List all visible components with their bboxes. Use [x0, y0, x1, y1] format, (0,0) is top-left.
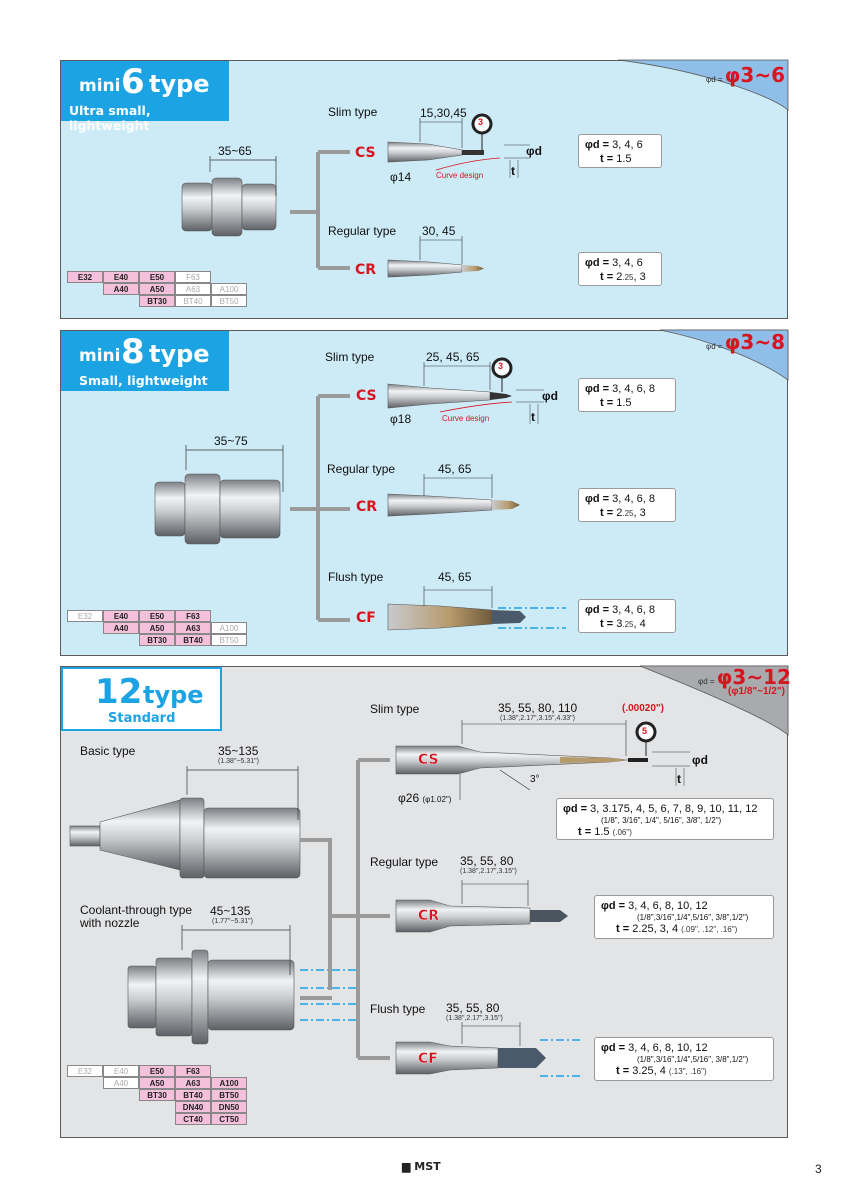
- compat-cell-ct50: CT50: [211, 1113, 247, 1125]
- mini8-cs-spec: φd = 3, 4, 6, 8 t = 1.5: [578, 378, 676, 412]
- mini8-cs-code: CS: [356, 388, 377, 404]
- t12-cf-length: 35, 55, 80: [446, 1001, 500, 1015]
- mini8-subtitle: Small, lightweight: [79, 373, 208, 388]
- mini6-phi-range: φd = φ3~6: [706, 63, 785, 87]
- compat-cell-a50: A50: [139, 622, 175, 634]
- mini8-cs-phi-shank: φ18: [390, 412, 412, 426]
- mini6-cs-length: 15,30,45: [420, 106, 467, 120]
- mini8-cf-spec: φd = 3, 4, 6, 8 t = 3.25, 4: [578, 599, 676, 633]
- mini6-cs-code: CS: [355, 145, 376, 161]
- t12-cs-runout-note: (.00020"): [622, 703, 664, 714]
- t12-num: 12: [95, 672, 143, 712]
- compat-cell-bt30: BT30: [139, 295, 175, 307]
- compat-cell-dn50: DN50: [211, 1101, 247, 1113]
- compat-cell-a50: A50: [139, 1077, 175, 1089]
- compat-cell-a40: A40: [103, 1077, 139, 1089]
- compat-cell-a100: A100: [211, 283, 247, 295]
- t12-cs-code: CS: [418, 752, 439, 768]
- mini6-cr-length: 30, 45: [422, 224, 456, 238]
- t12-cs-angle: 3°: [530, 774, 540, 785]
- mini8-num: 8: [121, 332, 145, 372]
- compat-cell-a63: A63: [175, 622, 211, 634]
- compat-cell-a63: A63: [175, 1077, 211, 1089]
- mini6-cs-t: t: [511, 164, 515, 178]
- compat-cell-a50: A50: [139, 283, 175, 295]
- t12-coolant-dim-inch: (1.77"~5.31"): [212, 918, 253, 925]
- t12-coolant-label-1: Coolant-through type: [80, 903, 193, 917]
- t12-cr-label: Regular type: [370, 855, 439, 869]
- t12-cr-code: CR: [418, 908, 440, 924]
- mini8-cr-length: 45, 65: [438, 462, 472, 476]
- mini8-cr-code: CR: [356, 499, 378, 515]
- compat-cell-bt40: BT40: [175, 1089, 211, 1101]
- mini6-cs-phi-shank: φ14: [390, 170, 412, 184]
- compat-cell-e40: E40: [103, 610, 139, 622]
- compat-cell-bt50: BT50: [211, 295, 247, 307]
- t12-cs-phi-d: φd: [692, 753, 708, 767]
- compat-cell-dn40: DN40: [175, 1101, 211, 1113]
- compat-cell-e50: E50: [139, 1065, 175, 1077]
- compat-cell-e40: E40: [103, 1065, 139, 1077]
- t12-cf-code: CF: [418, 1051, 438, 1067]
- t12-subtitle: Standard: [108, 711, 176, 726]
- mini8-cs-label: Slim type: [325, 350, 375, 364]
- t12-cr-length: 35, 55, 80: [460, 854, 514, 868]
- t12-basic-label: Basic type: [80, 744, 136, 758]
- t12-basic-dim: 35~135: [218, 744, 259, 758]
- compat-cell-e32: E32: [67, 1065, 103, 1077]
- t12-type: type: [143, 681, 204, 709]
- compat-cell-bt50: BT50: [211, 634, 247, 646]
- mini6-mini: mini: [79, 76, 121, 96]
- t12-cs-label: Slim type: [370, 702, 420, 716]
- t12-cs-length-inch: (1.38",2.17",3.15",4.33"): [500, 715, 575, 722]
- t12-basic-dim-inch: (1.38"~5.31"): [218, 758, 259, 765]
- compat-cell-e40: E40: [103, 271, 139, 283]
- mini6-cs-label: Slim type: [328, 105, 378, 119]
- mini8-cr-spec: φd = 3, 4, 6, 8 t = 2.25, 3: [578, 488, 676, 522]
- t12-cs-length: 35, 55, 80, 110: [498, 701, 578, 715]
- mini8-phi-range: φd = φ3~8: [706, 330, 785, 354]
- mini8-cf-code: CF: [356, 610, 376, 626]
- t12-runout: 5: [642, 726, 648, 736]
- compat-cell-a40: A40: [103, 283, 139, 295]
- compat-cell-f63: F63: [175, 271, 211, 283]
- t12-cr-spec: φd = 3, 4, 6, 8, 10, 12 (1/8",3/16",1/4",5/16", 3/8",1/2") t = 2.25, 3, 4 (.09", .12", .16"): [594, 895, 774, 939]
- compat-cell-bt30: BT30: [139, 634, 175, 646]
- mini8-cs-length: 25, 45, 65: [426, 350, 480, 364]
- compat-cell-a100: A100: [211, 622, 247, 634]
- compat-cell-f63: F63: [175, 610, 211, 622]
- mini6-cs-phi-d: φd: [526, 144, 542, 158]
- mini6-cr-spec: φd = 3, 4, 6 t = 2.25, 3: [578, 252, 662, 286]
- compat-cell-f63: F63: [175, 1065, 211, 1077]
- mini6-cr-label: Regular type: [328, 224, 397, 238]
- mini8-cf-length: 45, 65: [438, 570, 472, 584]
- compat-cell-bt40: BT40: [175, 295, 211, 307]
- t12-cs-t: t: [677, 772, 681, 786]
- compat-cell-e50: E50: [139, 271, 175, 283]
- compat-cell-a40: A40: [103, 622, 139, 634]
- mini8-cs-t: t: [531, 410, 535, 424]
- compat-cell-e50: E50: [139, 610, 175, 622]
- t12-cf-spec: φd = 3, 4, 6, 8, 10, 12 (1/8",3/16",1/4",5/16", 3/8",1/2") t = 3.25, 4 (.13", .16"): [594, 1037, 774, 1081]
- mini6-cs-spec: φd = 3, 4, 6 t = 1.5: [578, 134, 662, 168]
- compat-cell-e32: E32: [67, 271, 103, 283]
- t12-phi-inch: (φ1/8"~1/2"): [728, 686, 785, 697]
- mini8-cf-label: Flush type: [328, 570, 384, 584]
- page-number: 3: [815, 1162, 822, 1176]
- mini6-type: type: [149, 70, 210, 98]
- t12-cs-phi-shank: φ26 (φ1.02"): [398, 791, 452, 805]
- t12-phi-range: φd = φ3~12: [698, 665, 791, 689]
- t12-cr-length-inch: (1.38",2.17",3.15"): [460, 868, 517, 875]
- mini8-cr-label: Regular type: [327, 462, 396, 476]
- compat-cell-bt50: BT50: [211, 1089, 247, 1101]
- mini8-mini: mini: [79, 346, 121, 366]
- mini8-holder-dim: 35~75: [214, 434, 248, 448]
- mini6-runout: 3: [478, 117, 484, 127]
- compat-cell-bt40: BT40: [175, 634, 211, 646]
- footer-logo: ▆ MST: [402, 1160, 441, 1173]
- mini6-holder-dim: 35~65: [218, 144, 252, 158]
- mini8-cs-phi-d: φd: [542, 389, 558, 403]
- mini8-type: type: [149, 340, 210, 368]
- mini8-runout: 3: [498, 361, 504, 371]
- mini6-cs-curve: Curve design: [436, 171, 484, 180]
- mini6-subtitle: Ultra small, lightweight: [69, 103, 151, 133]
- compat-cell-a100: A100: [211, 1077, 247, 1089]
- t12-cf-length-inch: (1.38",2.17",3.15"): [446, 1015, 503, 1022]
- compat-cell-ct40: CT40: [175, 1113, 211, 1125]
- compat-cell-e32: E32: [67, 610, 103, 622]
- compat-cell-a63: A63: [175, 283, 211, 295]
- compat-cell-bt30: BT30: [139, 1089, 175, 1101]
- mini6-num: 6: [121, 62, 145, 102]
- mini6-cr-code: CR: [355, 262, 377, 278]
- t12-cf-label: Flush type: [370, 1002, 426, 1016]
- t12-coolant-label-2: with nozzle: [80, 916, 140, 930]
- t12-cs-spec: φd = 3, 3.175, 4, 5, 6, 7, 8, 9, 10, 11, 12 (1/8", 3/16", 1/4", 5/16", 3/8", 1/2") t = 1.5 (.06"): [556, 798, 774, 840]
- mini8-cs-curve: Curve design: [442, 414, 490, 423]
- t12-coolant-dim: 45~135: [210, 904, 251, 918]
